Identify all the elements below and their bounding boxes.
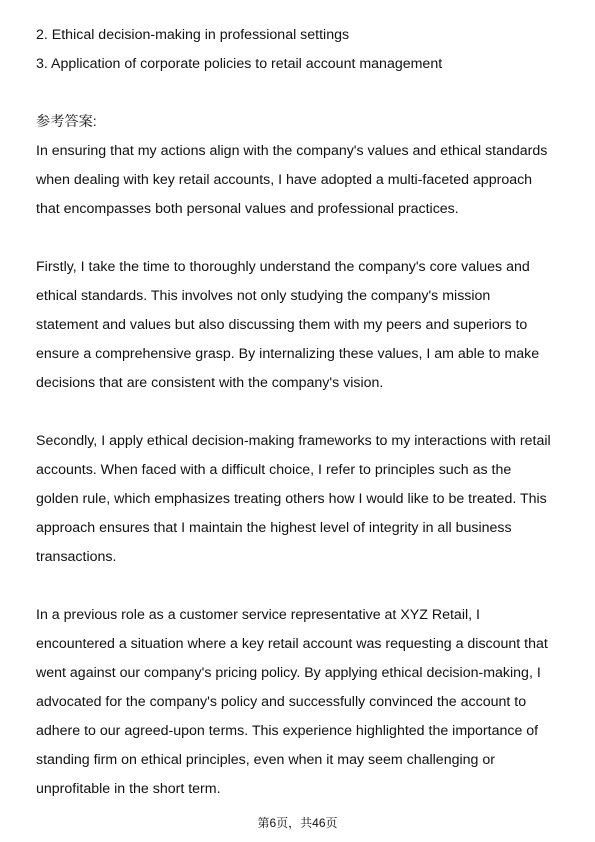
paragraph-line: ethical standards. This involves not only studying the company's mission	[36, 288, 491, 304]
paragraph-line: Secondly, I apply ethical decision-making frameworks to my interactions with retail	[36, 433, 551, 449]
page-number: 第6页，共46页	[257, 816, 338, 830]
paragraph-line: golden rule, which emphasizes treating others how I would like to be treated. This	[36, 491, 547, 507]
paragraph-line: statement and values but also discussing them with my peers and superiors to	[36, 317, 528, 333]
list-item: 2. Ethical decision-making in professional settings	[36, 27, 350, 43]
paragraph-line: when dealing with key retail accounts, I have adopted a multi-faceted approach	[36, 172, 533, 188]
paragraph-line: In a previous role as a customer service representative at XYZ Retail, I	[36, 607, 480, 623]
paragraph-line: went against our company's pricing policy. By applying ethical decision-making, I	[36, 665, 541, 681]
paragraph-line: that encompasses both personal values and professional practices.	[36, 201, 459, 217]
paragraph-line: accounts. When faced with a difficult choice, I refer to principles such as the	[36, 462, 512, 478]
paragraph-line: adhere to our agreed-upon terms. This experience highlighted the importance of	[36, 723, 539, 739]
paragraph-line: decisions that are consistent with the company's vision.	[36, 375, 384, 391]
paragraph-line: advocated for the company's policy and successfully convinced the account to	[36, 694, 527, 710]
paragraph-line: encountered a situation where a key retail account was requesting a discount that	[36, 636, 548, 652]
paragraph-line: ensure a comprehensive grasp. By internalizing these values, I am able to make	[36, 346, 540, 362]
paragraph-line: In ensuring that my actions align with the company's values and ethical standards	[36, 143, 548, 159]
answer-heading: 参考答案:	[36, 114, 97, 130]
paragraph-line: unprofitable in the short term.	[36, 781, 221, 797]
paragraph-line: Firstly, I take the time to thoroughly understand the company's core values and	[36, 259, 530, 275]
paragraph-line: approach ensures that I maintain the highest level of integrity in all business	[36, 520, 512, 536]
list-item: 3. Application of corporate policies to retail account management	[36, 56, 443, 72]
paragraph-line: standing firm on ethical principles, even when it may seem challenging or	[36, 752, 495, 768]
paragraph-line: transactions.	[36, 549, 117, 565]
